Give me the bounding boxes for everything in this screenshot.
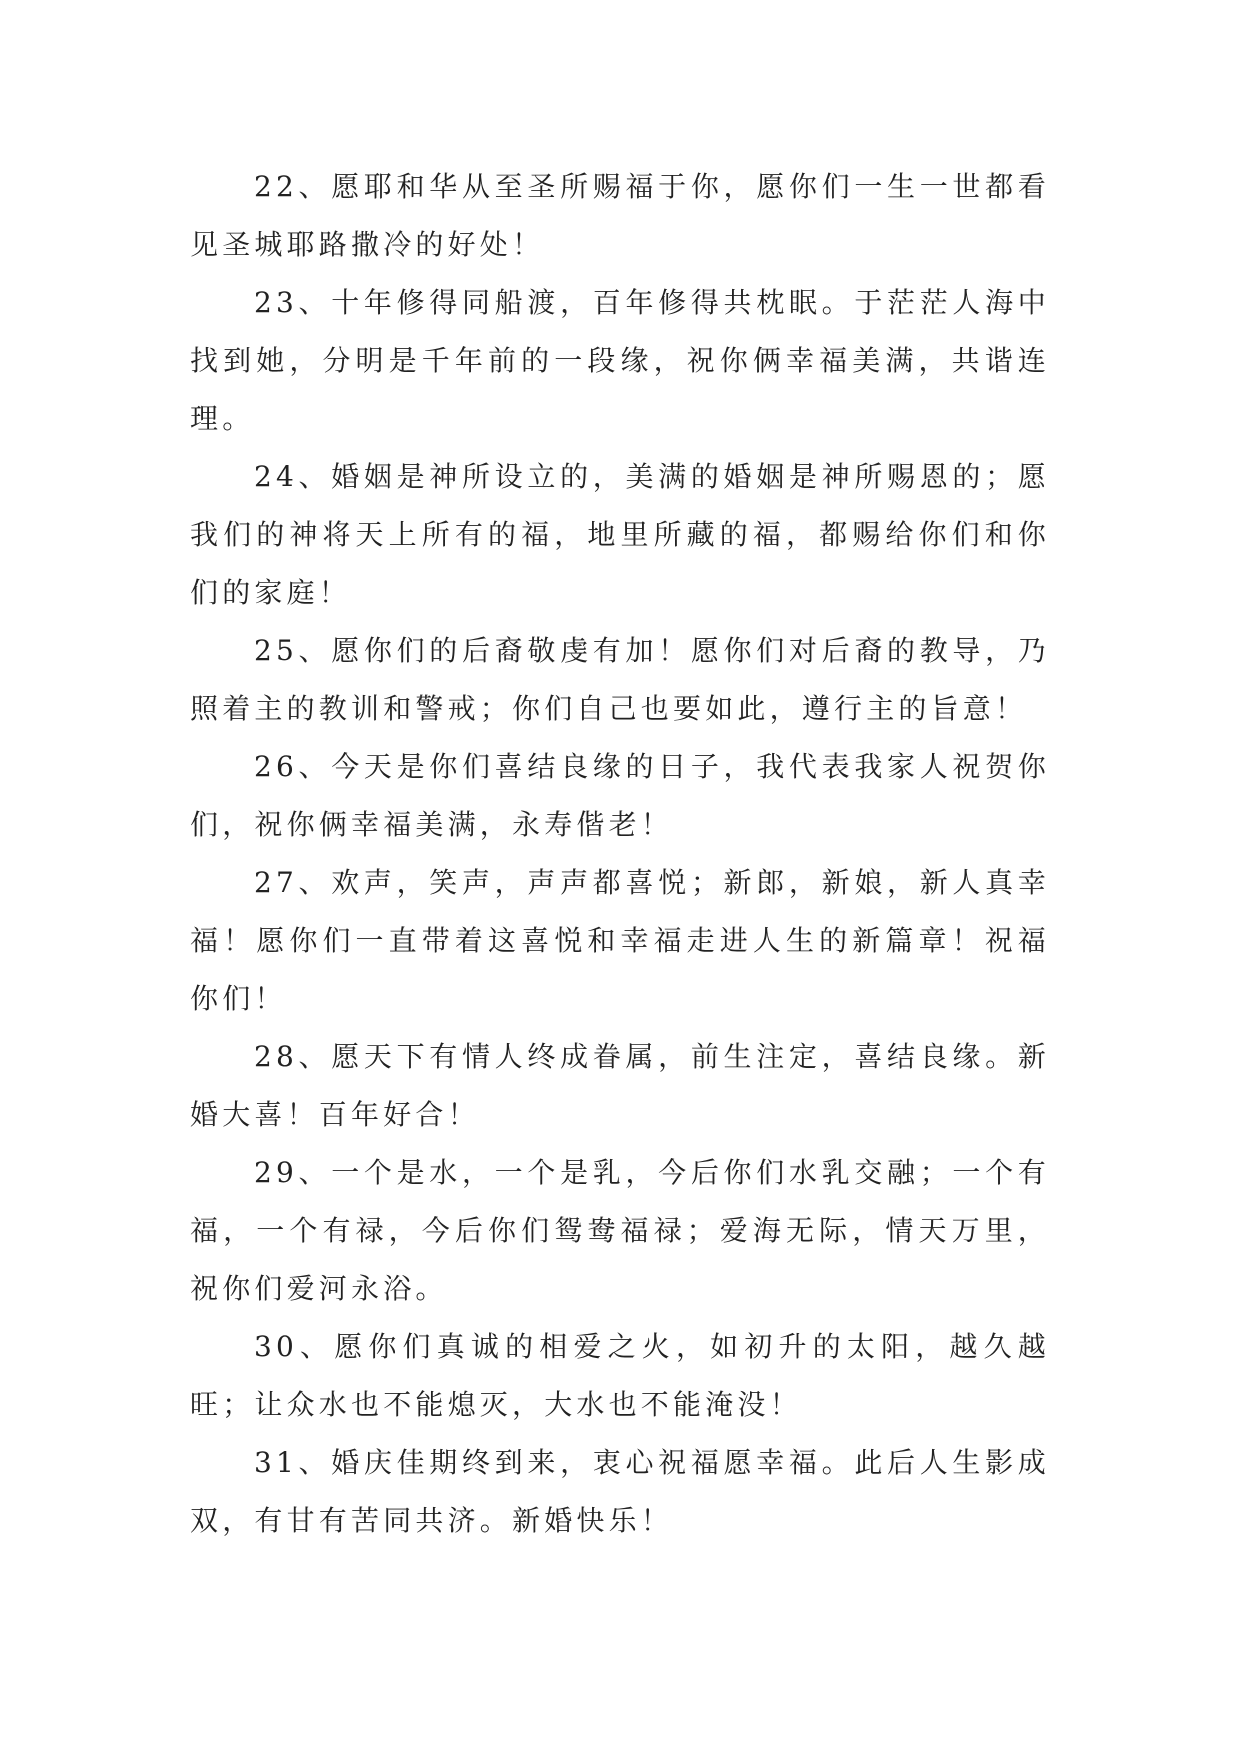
- paragraph-27: 27、欢声，笑声，声声都喜悦；新郎，新娘，新人真幸福！愿你们一直带着这喜悦和幸福走进人生的新篇章！祝福你们！: [190, 866, 1050, 1015]
- paragraph-30: 30、愿你们真诚的相爱之火，如初升的太阳，越久越旺；让众水也不能熄灭，大水也不能淹没！: [190, 1330, 1050, 1421]
- paragraph-31: 31、婚庆佳期终到来，衷心祝福愿幸福。此后人生影成双，有甘有苦同共济。新婚快乐！: [190, 1446, 1050, 1537]
- paragraph-29: 29、一个是水，一个是乳，今后你们水乳交融；一个有福，一个有禄，今后你们鸳鸯福禄；爱海无际，情天万里，祝你们爱河永浴。: [190, 1156, 1050, 1305]
- paragraph-22: 22、愿耶和华从至圣所赐福于你，愿你们一生一世都看见圣城耶路撒冷的好处！: [190, 170, 1050, 261]
- paragraph-26: 26、今天是你们喜结良缘的日子，我代表我家人祝贺你们，祝你俩幸福美满，永寿偕老！: [190, 750, 1050, 841]
- paragraph-24: 24、婚姻是神所设立的，美满的婚姻是神所赐恩的；愿我们的神将天上所有的福，地里所藏的福，都赐给你们和你们的家庭！: [190, 460, 1050, 609]
- paragraph-23: 23、十年修得同船渡，百年修得共枕眠。于茫茫人海中找到她，分明是千年前的一段缘，祝你俩幸福美满，共谐连理。: [190, 286, 1050, 435]
- paragraph-28: 28、愿天下有情人终成眷属，前生注定，喜结良缘。新婚大喜！百年好合！: [190, 1040, 1050, 1131]
- document-body: [190, 158, 1050, 1550]
- paragraph-25: 25、愿你们的后裔敬虔有加！愿你们对后裔的教导，乃照着主的教训和警戒；你们自己也要如此，遵行主的旨意！: [190, 634, 1050, 725]
